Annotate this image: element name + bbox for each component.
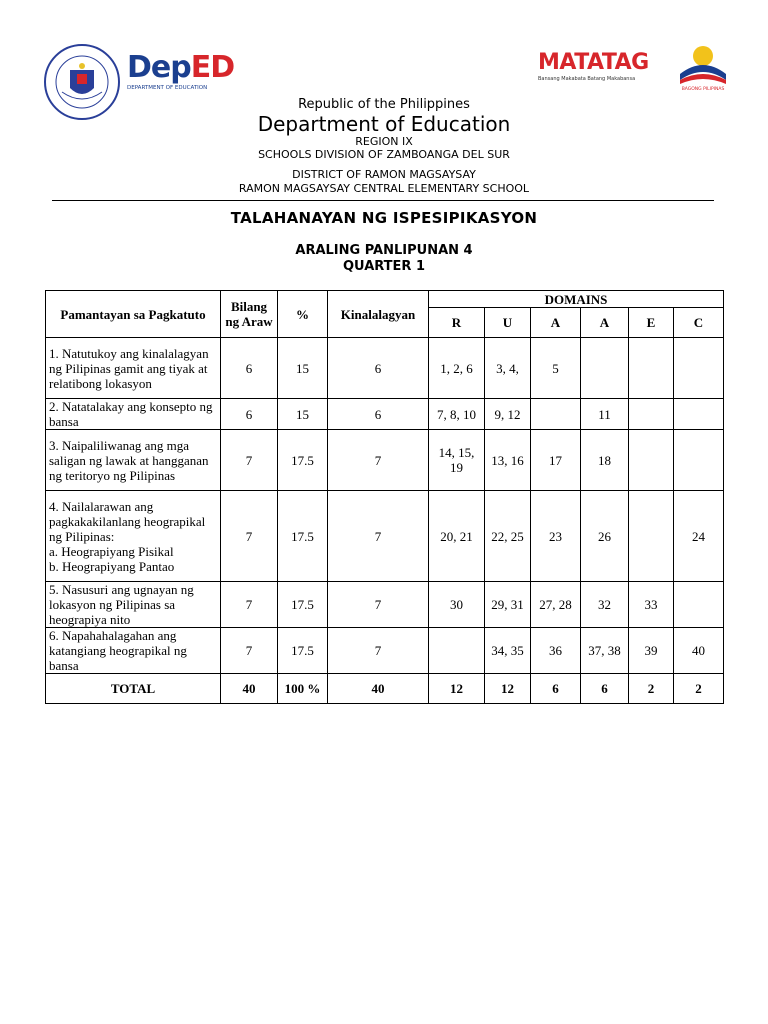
- header-competency: Pamantayan sa Pagkatuto: [46, 291, 221, 338]
- table-row: [46, 582, 724, 628]
- total-row: [46, 674, 724, 704]
- table-row: [46, 628, 724, 674]
- domain-cell: 33: [629, 582, 674, 628]
- table-row: [46, 399, 724, 430]
- domain-cell: [674, 582, 724, 628]
- department-name: Department of Education: [257, 112, 511, 136]
- matatag-logo: [538, 50, 654, 94]
- district-line: DISTRICT OF RAMON MAGSAYSAY: [292, 168, 476, 181]
- deped-word: DepED: [127, 50, 235, 85]
- domain-e: E: [629, 308, 674, 338]
- domain-cell: 1, 2, 6: [429, 338, 485, 399]
- domain-cell: [429, 628, 485, 674]
- domain-cell: 5: [531, 338, 581, 399]
- domain-cell: 40: [674, 628, 724, 674]
- domain-c: C: [674, 308, 724, 338]
- placement-cell: 7: [328, 582, 429, 628]
- domain-cell: 37, 38: [581, 628, 629, 674]
- header-percent: %: [278, 291, 328, 338]
- total-domain-cell: 2: [629, 674, 674, 704]
- placement-cell: 6: [328, 338, 429, 399]
- matatag-tagline: Bansang Makabata Batang Makabansa: [538, 76, 636, 82]
- matatag-word: MATATAG: [538, 50, 649, 75]
- percent-cell: 17.5: [278, 491, 328, 582]
- total-domain-cell: 6: [531, 674, 581, 704]
- percent-cell: 15: [278, 399, 328, 430]
- domain-cell: [674, 338, 724, 399]
- bagong-pilipinas-logo: [672, 38, 734, 92]
- header-divider: [52, 200, 714, 201]
- competency-text: 4. Nailalarawan ang pagkakakilanlang heograpikal ng Pilipinas:: [49, 498, 206, 544]
- quarter-title: QUARTER 1: [342, 259, 426, 274]
- domain-cell: 23: [531, 491, 581, 582]
- total-domain-cell: 6: [581, 674, 629, 704]
- document-title: TALAHANAYAN NG ISPESIPIKASYON: [230, 209, 538, 227]
- competency-cell: 1. Natutukoy ang kinalalagyan ng Pilipinas gamit ang tiyak at relatibong lokasyon: [46, 338, 221, 399]
- domain-cell: 18: [581, 430, 629, 491]
- domain-cell: [629, 491, 674, 582]
- competency-cell: [46, 491, 221, 582]
- header-placement: Kinalalagyan: [328, 291, 429, 338]
- domain-r: R: [429, 308, 485, 338]
- domain-cell: 39: [629, 628, 674, 674]
- domain-cell: 27, 28: [531, 582, 581, 628]
- deped-wordmark-logo: [127, 50, 237, 96]
- placement-cell: 6: [328, 399, 429, 430]
- total-domain-cell: 12: [485, 674, 531, 704]
- header-days: Bilang ng Araw: [221, 291, 278, 338]
- domain-cell: 7, 8, 10: [429, 399, 485, 430]
- days-cell: 6: [221, 399, 278, 430]
- days-cell: 7: [221, 491, 278, 582]
- domain-a2: A: [581, 308, 629, 338]
- domain-cell: 30: [429, 582, 485, 628]
- domain-a1: A: [531, 308, 581, 338]
- domain-cell: 22, 25: [485, 491, 531, 582]
- total-placement: 40: [328, 674, 429, 704]
- bagong-pilipinas-text: BAGONG PILIPINAS: [681, 87, 725, 92]
- competency-cell: 6. Napahahalagahan ang katangiang heograpikal ng bansa: [46, 628, 221, 674]
- domain-cell: 17: [531, 430, 581, 491]
- domain-cell: 29, 31: [485, 582, 531, 628]
- domain-cell: [674, 399, 724, 430]
- total-label: TOTAL: [46, 674, 221, 704]
- domain-cell: [531, 399, 581, 430]
- total-domain-cell: 2: [674, 674, 724, 704]
- domain-cell: 32: [581, 582, 629, 628]
- domain-cell: [629, 338, 674, 399]
- domain-cell: [629, 399, 674, 430]
- percent-cell: 17.5: [278, 628, 328, 674]
- table-row: [46, 430, 724, 491]
- competency-sub-a: a. Heograpiyang Pisikal: [49, 543, 174, 559]
- deped-sub: DEPARTMENT OF EDUCATION: [127, 85, 208, 91]
- domain-cell: 3, 4,: [485, 338, 531, 399]
- placement-cell: 7: [328, 491, 429, 582]
- competency-cell: 2. Natatalakay ang konsepto ng bansa: [46, 399, 221, 430]
- domain-cell: 36: [531, 628, 581, 674]
- competency-cell: 5. Nasusuri ang ugnayan ng lokasyon ng Pilipinas sa heograpiya nito: [46, 582, 221, 628]
- domain-cell: 11: [581, 399, 629, 430]
- header-domains: DOMAINS: [429, 291, 724, 308]
- competency-sub-b: b. Heograpiyang Pantao: [49, 558, 175, 574]
- republic-line: Republic of the Philippines: [298, 97, 470, 112]
- days-cell: 7: [221, 430, 278, 491]
- domain-cell: 26: [581, 491, 629, 582]
- percent-cell: 17.5: [278, 582, 328, 628]
- placement-cell: 7: [328, 628, 429, 674]
- specification-table: [45, 290, 724, 704]
- subject-title: ARALING PANLIPUNAN 4: [295, 243, 473, 258]
- placement-cell: 7: [328, 430, 429, 491]
- domain-cell: 9, 12: [485, 399, 531, 430]
- domain-cell: 13, 16: [485, 430, 531, 491]
- competency-cell: 3. Naipaliliwanag ang mga saligan ng lawak at hangganan ng teritoryo ng Pilipinas: [46, 430, 221, 491]
- domain-cell: 34, 35: [485, 628, 531, 674]
- total-percent: 100 %: [278, 674, 328, 704]
- domain-cell: [629, 430, 674, 491]
- table-row: [46, 338, 724, 399]
- division-line: SCHOOLS DIVISION OF ZAMBOANGA DEL SUR: [258, 148, 510, 161]
- table-row: [46, 491, 724, 582]
- domain-cell: 14, 15, 19: [429, 430, 485, 491]
- region-line: REGION IX: [355, 135, 413, 148]
- percent-cell: 17.5: [278, 430, 328, 491]
- total-domain-cell: 12: [429, 674, 485, 704]
- domain-cell: 24: [674, 491, 724, 582]
- domain-u: U: [485, 308, 531, 338]
- days-cell: 6: [221, 338, 278, 399]
- total-days: 40: [221, 674, 278, 704]
- school-line: RAMON MAGSAYSAY CENTRAL ELEMENTARY SCHOOL: [238, 182, 530, 195]
- domain-cell: [674, 430, 724, 491]
- domain-cell: 20, 21: [429, 491, 485, 582]
- days-cell: 7: [221, 582, 278, 628]
- percent-cell: 15: [278, 338, 328, 399]
- domain-cell: [581, 338, 629, 399]
- days-cell: 7: [221, 628, 278, 674]
